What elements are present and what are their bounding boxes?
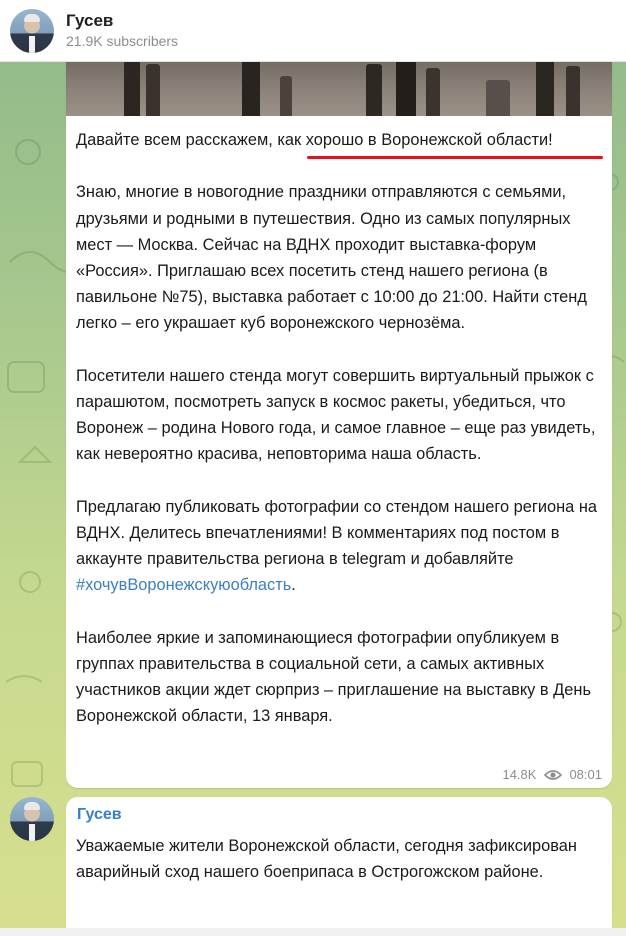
paragraph-1: Давайте всем расскажем, как хорошо в Воронежской области! <box>76 131 553 149</box>
message-meta <box>502 767 602 782</box>
channel-info[interactable] <box>66 11 178 50</box>
message-bubble[interactable] <box>66 50 612 788</box>
message-bubble[interactable] <box>66 797 612 936</box>
message-text: Уважаемые жители Воронежской области, сегодня зафиксирован аварийный сход нашего боеприпаса в Острогожском районе. <box>76 837 577 882</box>
chat-header[interactable] <box>0 0 626 62</box>
composer-edge <box>0 928 626 936</box>
message-author[interactable]: Гусев <box>77 806 122 823</box>
paragraph-2: Знаю, многие в новогодние праздники отправляются с семьями, друзьями и родными в путешествия. Одно из самых популярных мест — Москва. Сейчас на ВДНХ проходит выставка-форум «Россия». Приглашаю всех посетить стенд нашего региона (в павильоне №75), выставка работает с 10:00 до 21:00. Найти стенд легко – его украшает куб воронежского чернозёма. <box>76 183 587 333</box>
paragraph-4-text: Предлагаю публиковать фотографии со стендом нашего региона на ВДНХ. Делитесь впечатлениями! В комментариях под постом в аккаунте правительства региона в telegram и добавляйте <box>76 497 598 569</box>
author-avatar[interactable] <box>10 797 54 841</box>
red-underline-annotation <box>307 156 603 159</box>
hashtag-link[interactable]: #хочувВоронежскуюобласть <box>76 576 292 595</box>
subscriber-count: 21.9K subscribers <box>66 33 179 49</box>
paragraph-5: Наиболее яркие и запоминающиеся фотографии опубликуем в группах правительства в социальной сети, а самых активных участников акции ждет сюрприз – приглашение на выставку в День Воронежской области, 13 января. <box>76 628 591 726</box>
channel-name: Гусев <box>66 11 114 30</box>
view-count: 14.8K <box>502 767 537 782</box>
eye-icon <box>544 769 562 781</box>
paragraph-4 <box>76 494 606 599</box>
paragraph-3: Посетители нашего стенда могут совершить виртуальный прыжок с парашютом, посмотреть запуск в космос ракеты, убедиться, что Воронеж – родина Нового года, и самое главное – еще раз увидеть, как невероятно красива, неповторима наша область. <box>76 366 596 464</box>
hashtag-suffix: . <box>291 576 296 595</box>
message-time: 08:01 <box>569 767 602 782</box>
message-text <box>76 127 606 730</box>
channel-avatar[interactable] <box>10 9 54 53</box>
